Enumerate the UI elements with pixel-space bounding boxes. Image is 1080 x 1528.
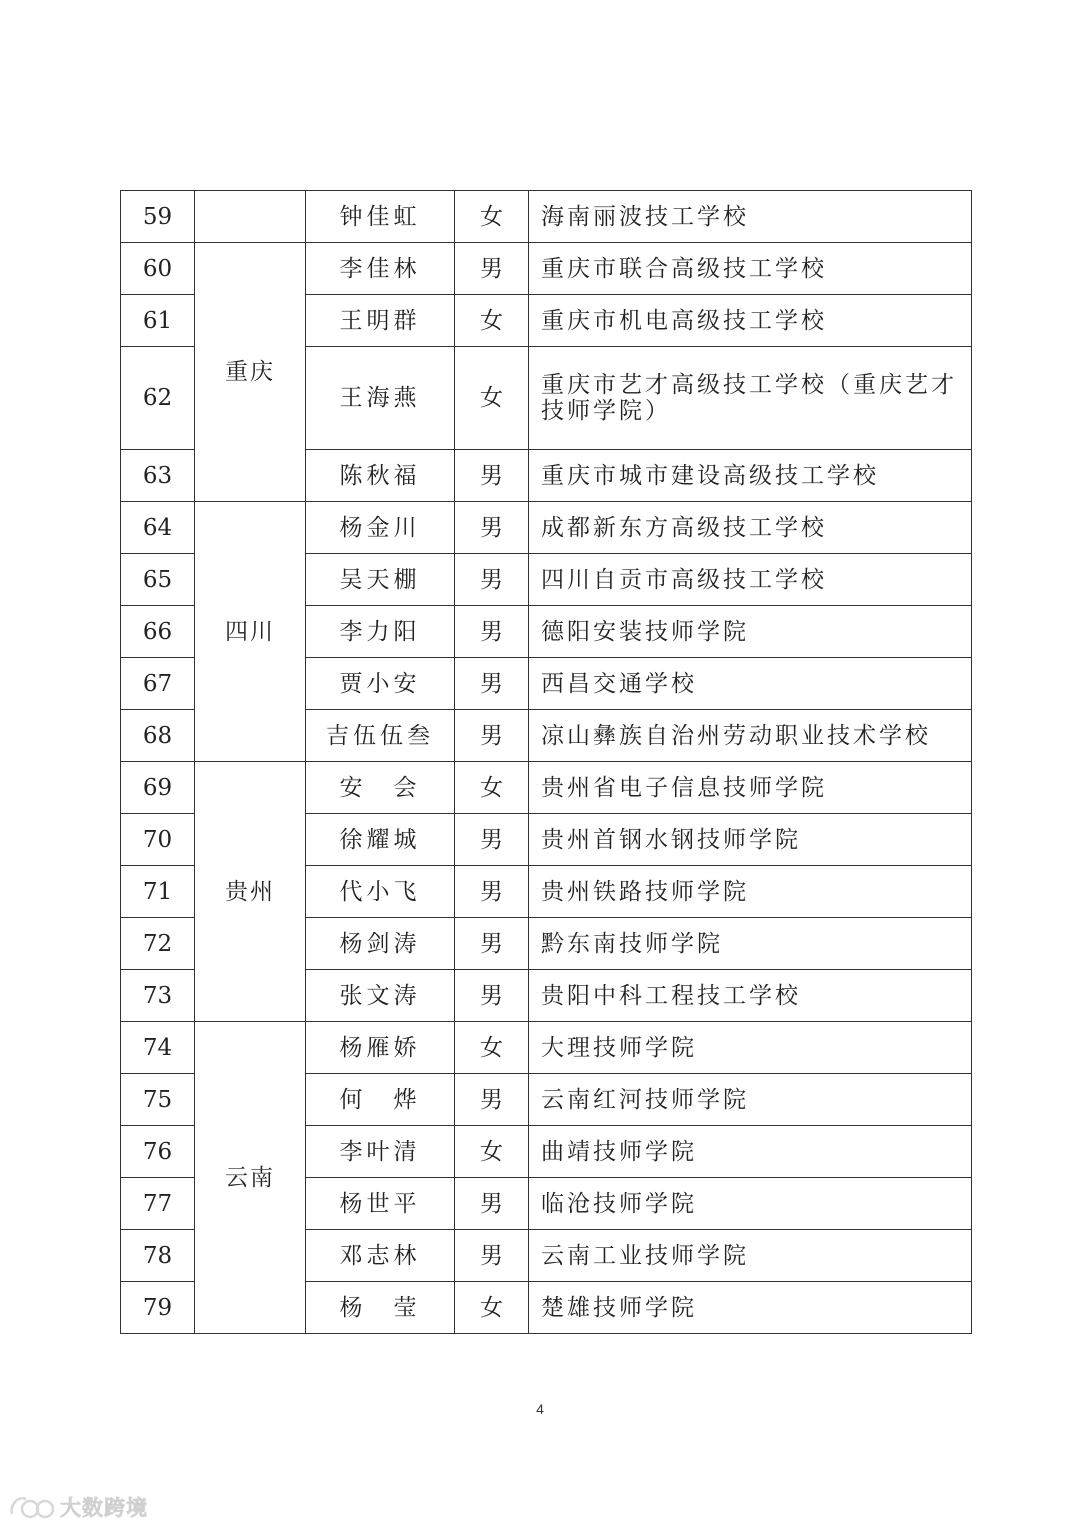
row-number-cell: 75	[121, 1074, 195, 1126]
province-cell: 重庆	[195, 243, 306, 502]
row-number-cell: 64	[121, 502, 195, 554]
row-number-cell: 74	[121, 1022, 195, 1074]
name-cell: 邓志林	[306, 1230, 455, 1282]
school-cell: 海南丽波技工学校	[529, 191, 972, 243]
gender-cell: 男	[455, 502, 529, 554]
watermark	[8, 1491, 148, 1523]
table-row	[121, 762, 972, 814]
gender-cell: 男	[455, 710, 529, 762]
row-number-cell: 61	[121, 295, 195, 347]
name-cell: 吉伍伍叁	[306, 710, 455, 762]
row-number-cell: 76	[121, 1126, 195, 1178]
row-number-cell: 66	[121, 606, 195, 658]
table-row	[121, 191, 972, 243]
province-cell: 四川	[195, 502, 306, 762]
school-cell: 成都新东方高级技工学校	[529, 502, 972, 554]
gender-cell: 女	[455, 347, 529, 450]
school-cell: 贵州铁路技师学院	[529, 866, 972, 918]
gender-cell: 男	[455, 866, 529, 918]
province-cell: 云南	[195, 1022, 306, 1334]
school-cell: 黔东南技师学院	[529, 918, 972, 970]
row-number-cell: 79	[121, 1282, 195, 1334]
watermark-logo-icon	[8, 1492, 56, 1522]
gender-cell: 男	[455, 1230, 529, 1282]
table-row	[121, 502, 972, 554]
school-cell: 德阳安装技师学院	[529, 606, 972, 658]
name-cell: 李力阳	[306, 606, 455, 658]
school-cell: 凉山彝族自治州劳动职业技术学校	[529, 710, 972, 762]
name-cell: 李叶清	[306, 1126, 455, 1178]
name-cell: 张文涛	[306, 970, 455, 1022]
gender-cell: 女	[455, 1282, 529, 1334]
gender-cell: 女	[455, 1022, 529, 1074]
school-cell: 贵州首钢水钢技师学院	[529, 814, 972, 866]
school-cell: 临沧技师学院	[529, 1178, 972, 1230]
gender-cell: 男	[455, 658, 529, 710]
row-number-cell: 68	[121, 710, 195, 762]
name-cell: 徐耀城	[306, 814, 455, 866]
province-cell: 贵州	[195, 762, 306, 1022]
school-cell: 四川自贡市高级技工学校	[529, 554, 972, 606]
gender-cell: 男	[455, 450, 529, 502]
gender-cell: 男	[455, 606, 529, 658]
school-cell: 重庆市机电高级技工学校	[529, 295, 972, 347]
row-number-cell: 78	[121, 1230, 195, 1282]
gender-cell: 男	[455, 1178, 529, 1230]
school-cell: 重庆市城市建设高级技工学校	[529, 450, 972, 502]
gender-cell: 男	[455, 970, 529, 1022]
name-cell: 王海燕	[306, 347, 455, 450]
table-row	[121, 243, 972, 295]
province-cell	[195, 191, 306, 243]
school-cell: 重庆市艺才高级技工学校（重庆艺才技师学院）	[529, 347, 972, 450]
name-cell: 陈秋福	[306, 450, 455, 502]
gender-cell: 女	[455, 191, 529, 243]
name-cell: 李佳林	[306, 243, 455, 295]
school-cell: 贵阳中科工程技工学校	[529, 970, 972, 1022]
row-number-cell: 73	[121, 970, 195, 1022]
gender-cell: 男	[455, 814, 529, 866]
name-cell: 杨 莹	[306, 1282, 455, 1334]
row-number-cell: 67	[121, 658, 195, 710]
school-cell: 重庆市联合高级技工学校	[529, 243, 972, 295]
name-cell: 杨金川	[306, 502, 455, 554]
name-cell: 杨雁娇	[306, 1022, 455, 1074]
gender-cell: 女	[455, 762, 529, 814]
row-number-cell: 70	[121, 814, 195, 866]
name-cell: 杨剑涛	[306, 918, 455, 970]
school-cell: 楚雄技师学院	[529, 1282, 972, 1334]
school-cell: 曲靖技师学院	[529, 1126, 972, 1178]
name-cell: 安 会	[306, 762, 455, 814]
row-number-cell: 60	[121, 243, 195, 295]
table-row	[121, 1022, 972, 1074]
school-cell: 云南工业技师学院	[529, 1230, 972, 1282]
roster-table-body	[121, 191, 972, 1334]
school-cell: 西昌交通学校	[529, 658, 972, 710]
name-cell: 吴天棚	[306, 554, 455, 606]
name-cell: 贾小安	[306, 658, 455, 710]
name-cell: 王明群	[306, 295, 455, 347]
gender-cell: 男	[455, 243, 529, 295]
row-number-cell: 63	[121, 450, 195, 502]
row-number-cell: 65	[121, 554, 195, 606]
name-cell: 代小飞	[306, 866, 455, 918]
school-cell: 大理技师学院	[529, 1022, 972, 1074]
gender-cell: 女	[455, 1126, 529, 1178]
gender-cell: 女	[455, 295, 529, 347]
school-cell: 贵州省电子信息技师学院	[529, 762, 972, 814]
name-cell: 杨世平	[306, 1178, 455, 1230]
roster-table	[120, 190, 972, 1334]
row-number-cell: 77	[121, 1178, 195, 1230]
row-number-cell: 62	[121, 347, 195, 450]
school-cell: 云南红河技师学院	[529, 1074, 972, 1126]
row-number-cell: 69	[121, 762, 195, 814]
gender-cell: 男	[455, 1074, 529, 1126]
gender-cell: 男	[455, 918, 529, 970]
row-number-cell: 59	[121, 191, 195, 243]
page-number: 4	[536, 1401, 544, 1417]
name-cell: 何 烨	[306, 1074, 455, 1126]
row-number-cell: 71	[121, 866, 195, 918]
gender-cell: 男	[455, 554, 529, 606]
row-number-cell: 72	[121, 918, 195, 970]
name-cell: 钟佳虹	[306, 191, 455, 243]
watermark-text: 大数跨境	[60, 1496, 148, 1520]
